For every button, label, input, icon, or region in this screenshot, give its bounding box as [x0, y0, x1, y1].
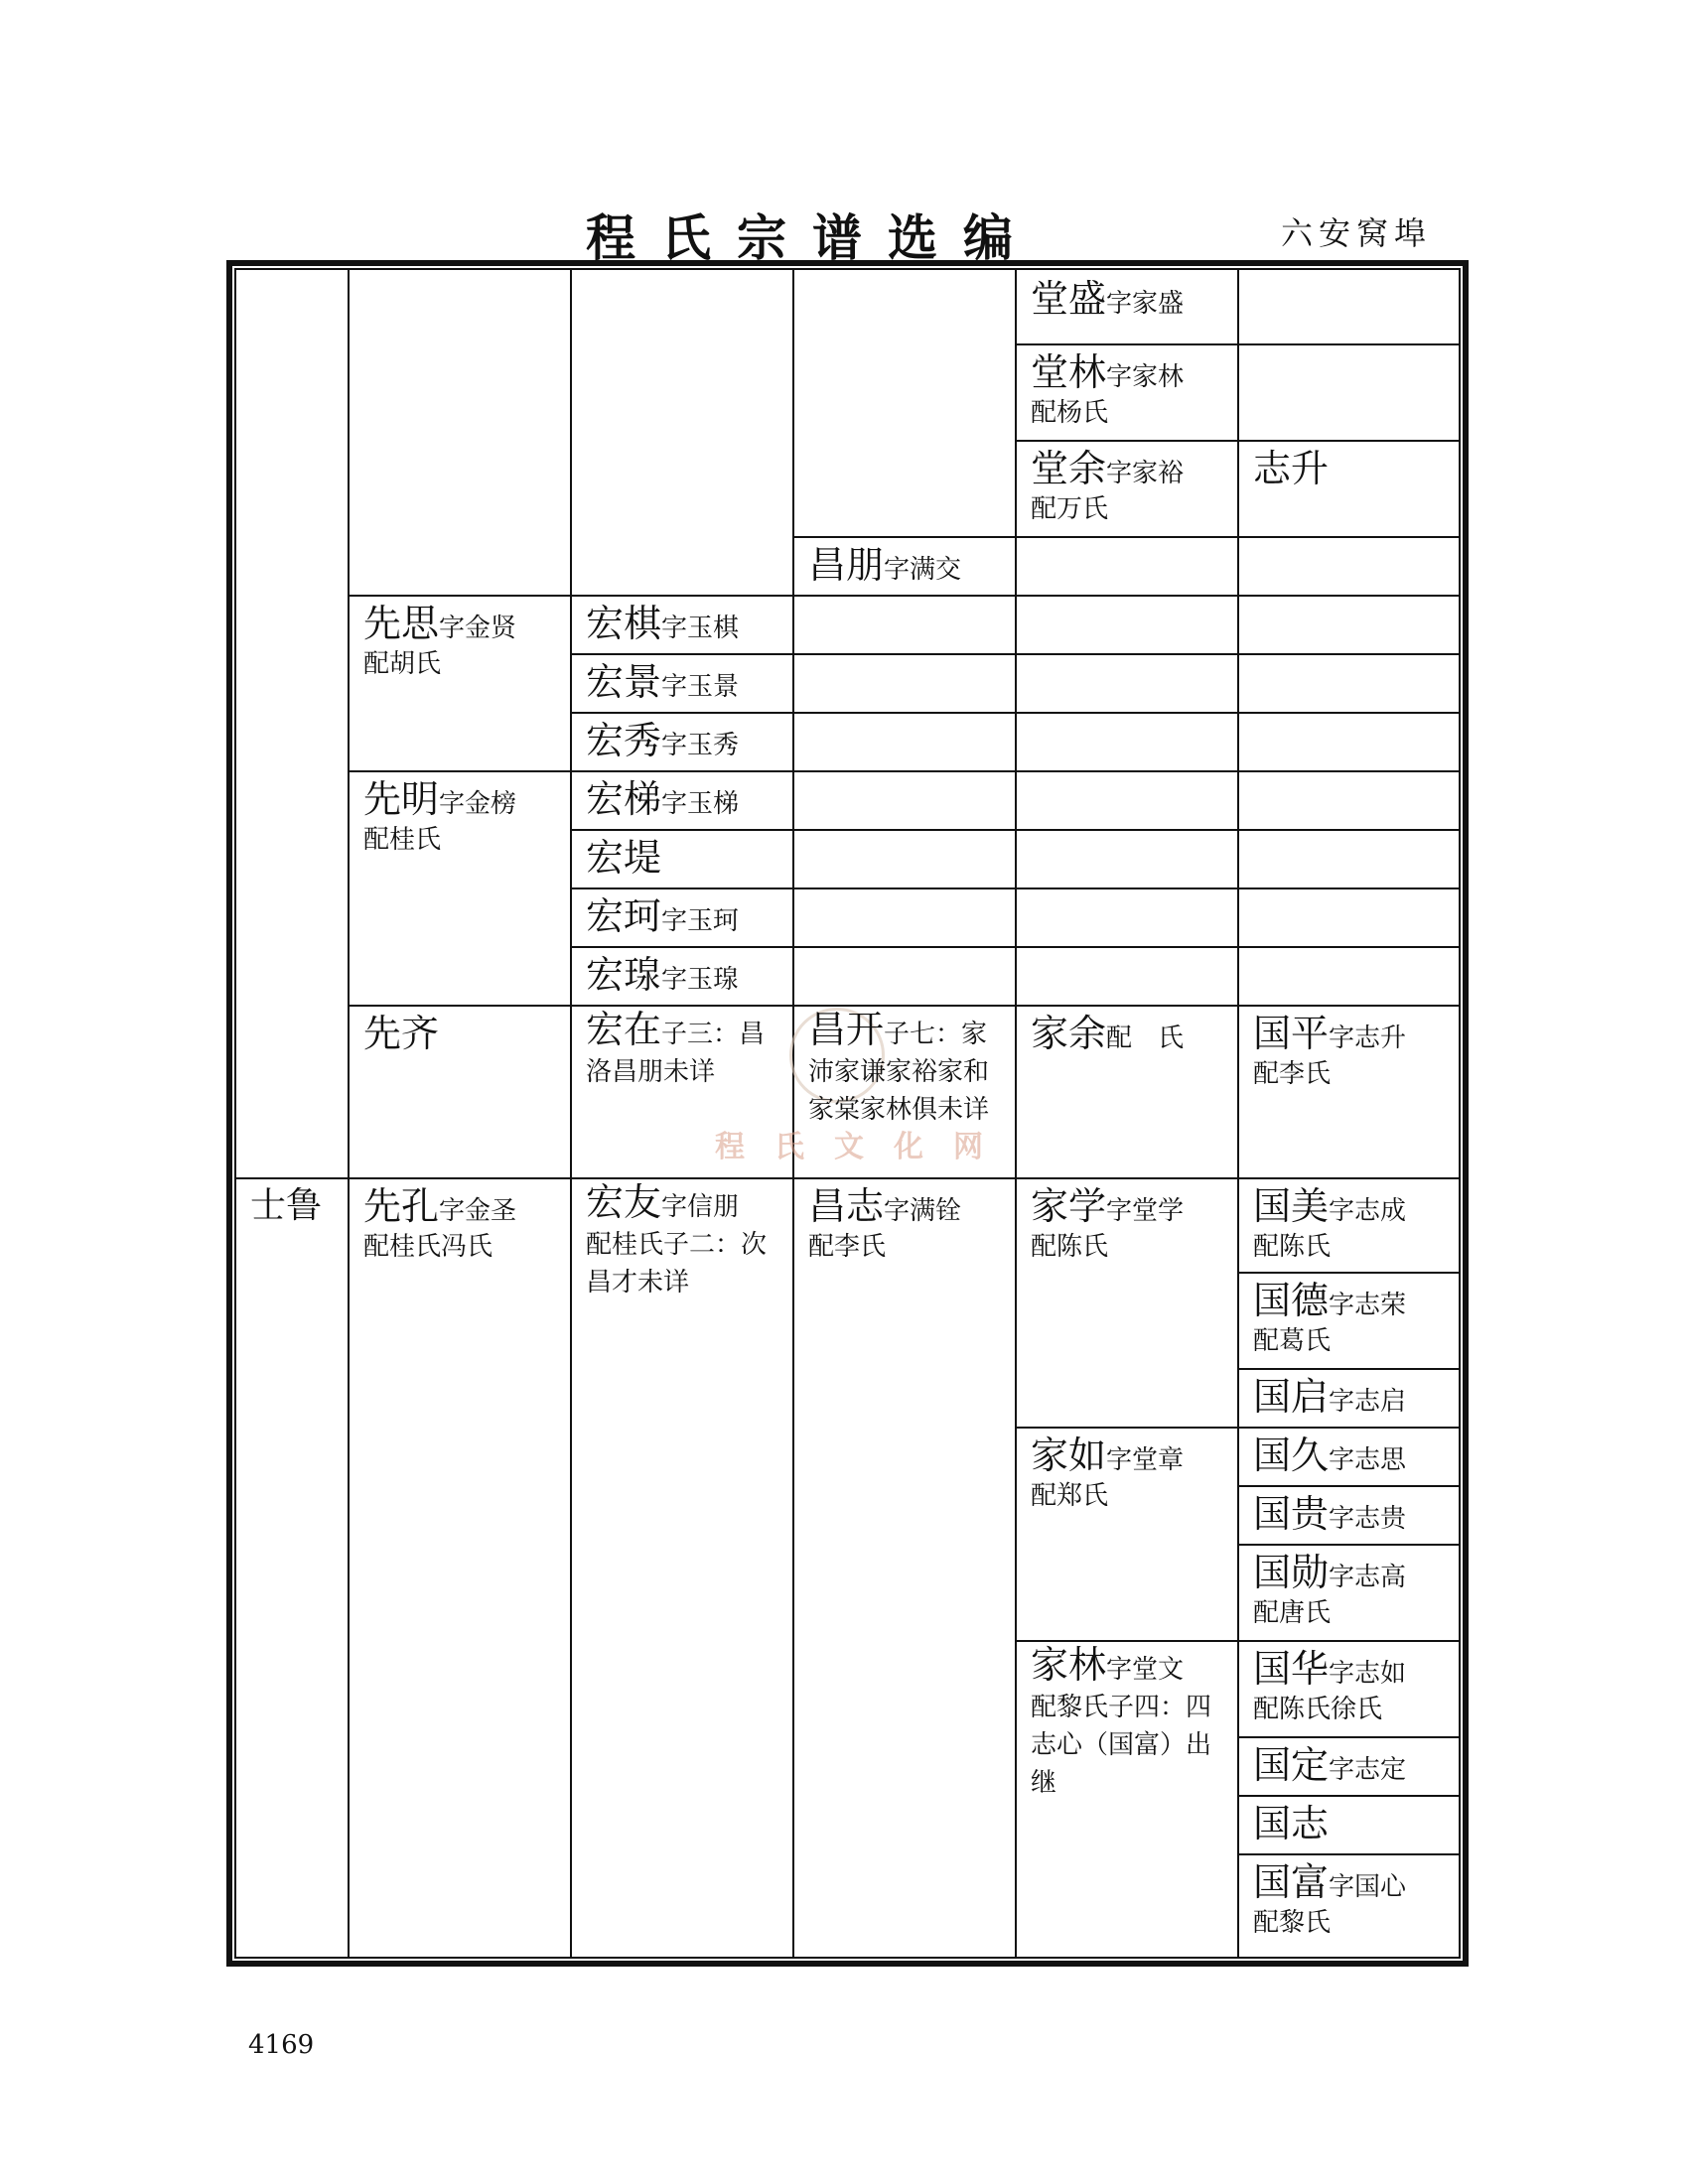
entry-name: 宏友: [586, 1180, 662, 1224]
row-divider: [570, 653, 1461, 655]
entry-spouse: 配葛氏: [1253, 1325, 1332, 1356]
entry-spouse: 配桂氏: [363, 824, 442, 855]
entry-xiankong: [363, 1183, 516, 1263]
place-name: 六安窝埠: [1281, 214, 1433, 252]
entry-spouse: 配万氏: [1031, 493, 1109, 524]
entry-name: 宏景: [586, 660, 662, 704]
entry-name: 家学: [1031, 1184, 1107, 1228]
entry-name: 堂盛: [1031, 277, 1107, 321]
row-divider: [792, 536, 1461, 538]
column-divider: [1015, 268, 1017, 1959]
row-divider: [570, 887, 1461, 889]
entry-guoding: [1253, 1742, 1406, 1790]
entry-name: 昌开: [808, 1008, 885, 1051]
entry-spouse: 配胡氏: [363, 648, 442, 679]
entry-name: 宏瑔: [586, 953, 662, 997]
entry-guoxun: [1253, 1550, 1406, 1629]
entry-name: 家如: [1031, 1433, 1107, 1477]
entry-name: 宏珂: [586, 894, 662, 938]
entry-note: 字满交: [884, 555, 962, 585]
entry-hongti: [586, 776, 739, 824]
entry-guoping: [1253, 1011, 1406, 1090]
column-divider: [348, 268, 350, 1959]
entry-note: 字堂文: [1106, 1655, 1185, 1685]
entry-guohua: [1253, 1646, 1406, 1725]
entry-note: 字金榜: [439, 789, 517, 819]
entry-name: 国华: [1253, 1647, 1330, 1691]
entry-name: 宏梯: [586, 777, 662, 821]
entry-guojiu: [1253, 1433, 1406, 1480]
entry-jiayu: [1031, 1011, 1184, 1058]
entry-note: 字满铨: [884, 1196, 962, 1226]
entry-name: 昌志: [808, 1184, 885, 1228]
entry-spouse: 配黎氏子四：四志心（国富）出继: [1031, 1693, 1212, 1798]
column-divider: [570, 268, 572, 1959]
entry-guode: [1253, 1278, 1406, 1357]
entry-name: 国贵: [1253, 1492, 1330, 1536]
entry-name: 志升: [1253, 447, 1330, 490]
row-divider: [1237, 1853, 1461, 1855]
row-divider: [1015, 440, 1461, 442]
entry-note: 字家林: [1106, 362, 1185, 392]
entry-name: 国德: [1253, 1279, 1330, 1322]
entry-name: 家余: [1031, 1012, 1107, 1055]
entry-name: 宏棋: [586, 602, 662, 645]
entry-note: 字玉景: [661, 672, 740, 702]
entry-hongqi: [586, 601, 739, 648]
entry-note: 配 氏: [1106, 1024, 1185, 1053]
entry-hongxiu: [586, 718, 739, 765]
row-divider: [1015, 343, 1461, 345]
entry-note: 字玉瑔: [661, 965, 740, 995]
column-divider: [792, 268, 794, 1959]
page-number: 4169: [248, 2030, 315, 2060]
entry-note: 字志贵: [1329, 1504, 1407, 1534]
entry-name: 家林: [1031, 1643, 1107, 1687]
entry-note: 字堂章: [1106, 1445, 1185, 1475]
entry-note: 子七：家沛家谦家裕家和家棠家林俱未详: [808, 1020, 990, 1125]
entry-spouse: 配郑氏: [1031, 1480, 1109, 1511]
entry-guofu: [1253, 1859, 1406, 1939]
entry-hongcai: [586, 952, 739, 1000]
entry-hongti2: [586, 835, 661, 883]
entry-spouse: 配陈氏徐氏: [1253, 1694, 1383, 1724]
entry-name: 先孔: [363, 1184, 440, 1228]
entry-spouse: 配唐氏: [1253, 1597, 1332, 1628]
entry-changpeng: [808, 542, 961, 590]
entry-name: 国久: [1253, 1433, 1330, 1477]
row-divider: [570, 829, 1461, 831]
entry-name: 国启: [1253, 1375, 1330, 1419]
row-divider: [1237, 1544, 1461, 1546]
entry-name: 国平: [1253, 1012, 1330, 1055]
entry-note: 字志升: [1329, 1024, 1407, 1053]
entry-note: 字堂学: [1106, 1196, 1185, 1226]
row-divider: [348, 1005, 1461, 1007]
entry-name: 堂余: [1031, 447, 1107, 490]
entry-note: 字玉珂: [661, 906, 740, 936]
entry-spouse: 配桂氏冯氏: [363, 1231, 493, 1262]
entry-note: 字信朋: [661, 1192, 740, 1222]
row-divider: [570, 712, 1461, 714]
entry-note: 字志启: [1329, 1387, 1407, 1417]
entry-spouse: 配黎氏: [1253, 1907, 1332, 1938]
entry-tangsheng: [1031, 276, 1184, 324]
entry-name: 国美: [1253, 1184, 1330, 1228]
entry-name: 国定: [1253, 1743, 1330, 1787]
row-divider: [1237, 1272, 1461, 1274]
entry-note: 字玉棋: [661, 614, 740, 643]
entry-name: 堂林: [1031, 350, 1107, 394]
entry-note: 字志荣: [1329, 1291, 1407, 1320]
entry-shilu: [250, 1183, 322, 1228]
entry-spouse: 配陈氏: [1031, 1231, 1109, 1262]
entry-guogui: [1253, 1491, 1406, 1539]
page-title: 程氏宗谱选编: [586, 208, 1039, 267]
entry-changkai: [808, 1008, 1003, 1129]
entry-note: 字国心: [1329, 1872, 1407, 1902]
entry-spouse: 配杨氏: [1031, 397, 1109, 428]
entry-note: 字金贤: [439, 614, 517, 643]
entry-name: 宏堤: [586, 836, 662, 880]
entry-hongjing: [586, 659, 739, 707]
row-divider: [348, 595, 1461, 597]
row-divider: [1237, 1368, 1461, 1370]
entry-changzhi: [808, 1183, 961, 1263]
entry-jialin: [1031, 1643, 1225, 1802]
entry-tanglin: [1031, 349, 1184, 429]
entry-spouse: 配陈氏: [1253, 1231, 1332, 1262]
entry-name: 先明: [363, 777, 440, 821]
entry-note: 字家盛: [1106, 289, 1185, 319]
entry-name: 先思: [363, 602, 440, 645]
entry-name: 国志: [1253, 1802, 1330, 1845]
entry-name: 昌朋: [808, 543, 885, 587]
entry-note: 字玉梯: [661, 789, 740, 819]
entry-note: 字志高: [1329, 1563, 1407, 1592]
row-divider: [570, 946, 1461, 948]
row-divider: [1015, 1640, 1461, 1642]
entry-xianqi: [363, 1011, 439, 1058]
entry-guoqi: [1253, 1374, 1406, 1422]
entry-hongzai: [586, 1008, 780, 1091]
entry-note: 字志成: [1329, 1196, 1407, 1226]
watermark: 程氏文化网: [715, 1130, 1013, 1164]
row-divider: [1237, 1485, 1461, 1487]
entry-note: 字金圣: [439, 1196, 517, 1226]
entry-note: 字玉秀: [661, 731, 740, 760]
entry-hongyou: [586, 1180, 780, 1301]
entry-note: 字志定: [1329, 1755, 1407, 1785]
entry-note: 子三：昌洛昌朋未详: [586, 1020, 766, 1087]
row-divider: [234, 1177, 1461, 1179]
entry-guozhi: [1253, 1801, 1329, 1848]
entry-jiaxue: [1031, 1183, 1184, 1263]
entry-spouse: 配李氏: [1253, 1058, 1332, 1089]
entry-tangyu: [1031, 446, 1184, 525]
entry-xianming: [363, 776, 516, 856]
entry-note: 字志思: [1329, 1445, 1407, 1475]
entry-spouse: 配李氏: [808, 1231, 887, 1262]
row-divider: [1237, 1795, 1461, 1797]
row-divider: [1237, 1736, 1461, 1738]
entry-name: 宏秀: [586, 719, 662, 762]
entry-guomei: [1253, 1183, 1406, 1263]
entry-note: 字志如: [1329, 1659, 1407, 1689]
column-divider: [1237, 268, 1239, 1959]
entry-note: 字家裕: [1106, 459, 1185, 488]
entry-name: 宏在: [586, 1008, 662, 1051]
entry-name: 先齐: [363, 1012, 440, 1055]
entry-name: 国勋: [1253, 1551, 1330, 1594]
entry-hongke: [586, 893, 739, 941]
row-divider: [1015, 1427, 1461, 1429]
entry-name: 士鲁: [250, 1185, 323, 1226]
entry-jiaru: [1031, 1433, 1184, 1512]
entry-name: 国富: [1253, 1860, 1330, 1904]
row-divider: [348, 770, 1461, 772]
entry-zhisheng: [1253, 446, 1329, 493]
entry-xiansi: [363, 601, 516, 680]
entry-spouse: 配桂氏子二：次昌才未详: [586, 1230, 768, 1297]
